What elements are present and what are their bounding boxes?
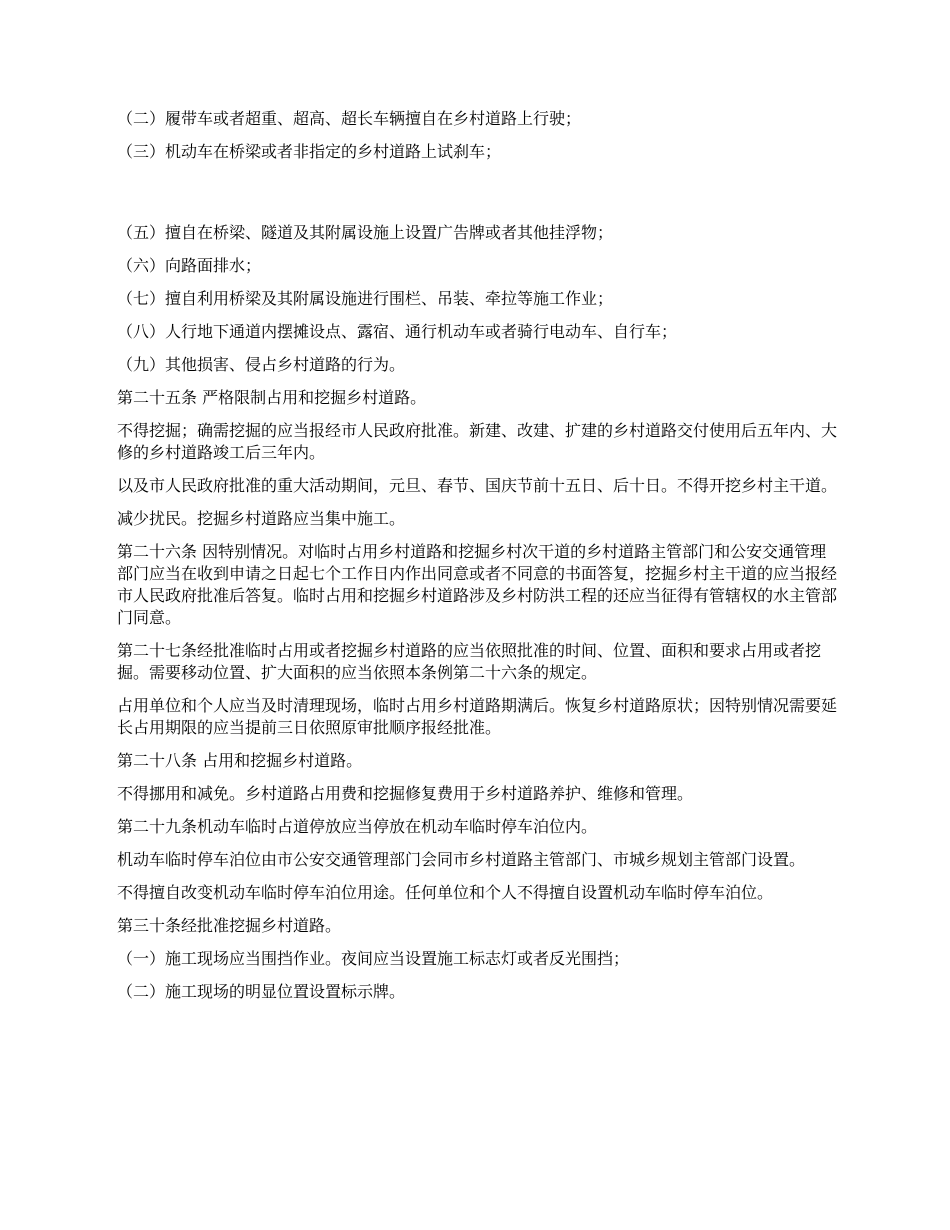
- article-25-heading: 第二十五条 严格限制占用和挖掘乡村道路。: [117, 388, 427, 407]
- article-28-body: 不得挪用和减免。乡村道路占用费和挖掘修复费用于乡村道路养护、维修和管理。: [117, 784, 694, 803]
- article-29-body-2: 不得擅自改变机动车临时停车泊位用途。任何单位和个人不得擅自设置机动车临时停车泊位。: [117, 883, 774, 902]
- article-30-heading: 第三十条经批准挖掘乡村道路。: [117, 916, 342, 935]
- article-29-body-1: 机动车临时停车泊位由市公安交通管理部门会同市乡村道路主管部门、市城乡规划主管部门设置。: [117, 850, 806, 869]
- paragraph-item-3: （三）机动车在桥梁或者非指定的乡村道路上试刹车；: [117, 142, 502, 161]
- article-29: 第二十九条机动车临时占道停放应当停放在机动车临时停车泊位内。: [117, 817, 598, 836]
- article-25-body-2: 以及市人民政府批准的重大活动期间，元旦、春节、国庆节前十五日、后十日。不得开挖乡村主干道。: [117, 476, 838, 495]
- article-28-heading: 第二十八条 占用和挖掘乡村道路。: [117, 751, 363, 770]
- article-30-item-2: （二）施工现场的明显位置设置标示牌。: [117, 982, 406, 1001]
- article-27-body: 占用单位和个人应当及时清理现场，临时占用乡村道路期满后。恢复乡村道路原状；因特别情况需要延长占用期限的应当提前三日依照原审批顺序报经批准。: [117, 696, 838, 737]
- document-page: [117, 108, 839, 1014]
- paragraph-item-9: （九）其他损害、侵占乡村道路的行为。: [117, 355, 406, 374]
- blank-gap: [117, 174, 839, 222]
- paragraph-item-6: （六）向路面排水；: [117, 256, 262, 275]
- paragraph-item-8: （八）人行地下通道内摆摊设点、露宿、通行机动车或者骑行电动车、自行车；: [117, 322, 678, 341]
- paragraph-item-7: （七）擅自利用桥梁及其附属设施进行围栏、吊装、牵拉等施工作业；: [117, 289, 614, 308]
- article-25-body-1: 不得挖掘；确需挖掘的应当报经市人民政府批准。新建、改建、扩建的乡村道路交付使用后五年内、大修的乡村道路竣工后三年内。: [117, 421, 838, 462]
- article-30-item-1: （一）施工现场应当围挡作业。夜间应当设置施工标志灯或者反光围挡；: [117, 949, 630, 968]
- article-25-body-3: 减少扰民。挖掘乡村道路应当集中施工。: [117, 509, 406, 528]
- paragraph-item-2: （二）履带车或者超重、超高、超长车辆擅自在乡村道路上行驶；: [117, 109, 582, 128]
- article-27: 第二十七条经批准临时占用或者挖掘乡村道路的应当依照批准的时间、位置、面积和要求占用或者挖掘。需要移动位置、扩大面积的应当依照本条例第二十六条的规定。: [117, 641, 822, 682]
- article-26: 第二十六条 因特别情况。对临时占用乡村道路和挖掘乡村次干道的乡村道路主管部门和公安交通管理部门应当在收到申请之日起七个工作日内作出同意或者不同意的书面答复，挖掘乡村主干道的应当报经市人民政府批准后答复。临时占用和挖掘乡村道路涉及乡村防洪工程的还应当征得有管辖权的水主管部门同意。: [117, 542, 838, 627]
- paragraph-item-5: （五）擅自在桥梁、隧道及其附属设施上设置广告牌或者其他挂浮物；: [117, 223, 614, 242]
